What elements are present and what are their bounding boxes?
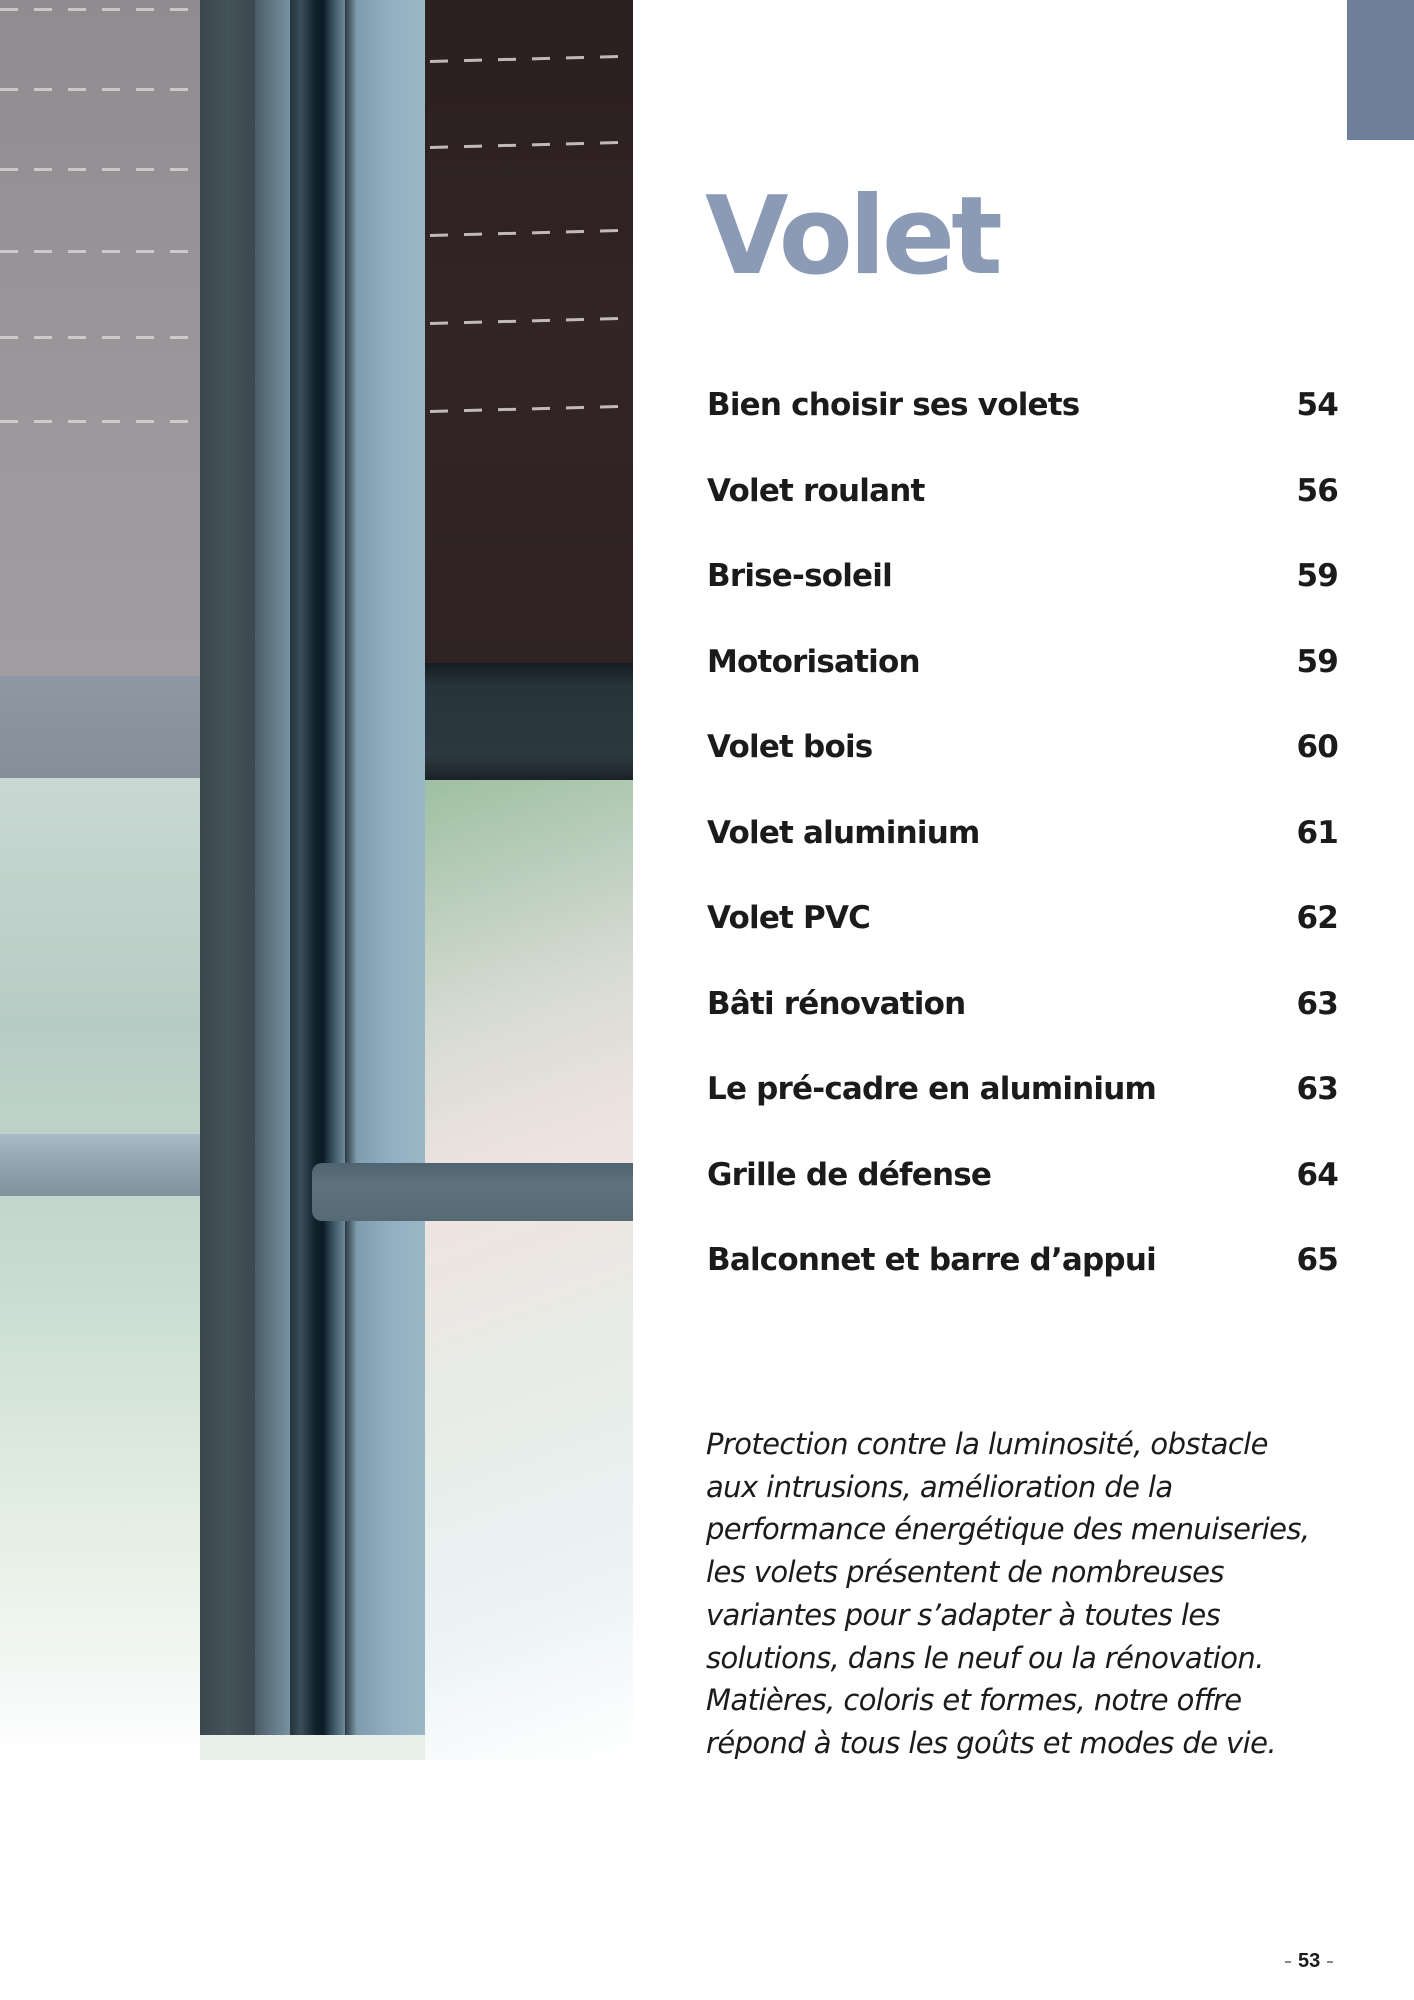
intro-line: variantes pour s’adapter à toutes les	[706, 1597, 1221, 1632]
toc-item-page: 63	[1296, 985, 1338, 1022]
shutter-slat	[0, 8, 195, 11]
intro-line: solutions, dans le neuf ou la rénovation.	[706, 1640, 1264, 1675]
brown-shutter	[425, 0, 633, 663]
toc-item-page: 61	[1296, 814, 1338, 851]
window-glass-left	[0, 778, 200, 1760]
shutter-bottom-bar	[0, 676, 200, 778]
window-frame-post	[255, 0, 290, 1735]
shutter-slat	[0, 420, 195, 423]
shutter-slat	[0, 168, 195, 171]
toc-item[interactable]	[707, 986, 1340, 1072]
toc-item[interactable]	[707, 473, 1340, 559]
page-title: Volet	[705, 174, 999, 299]
shutter-slat	[0, 88, 195, 91]
intro-line: Protection contre la luminosité, obstacle	[706, 1427, 1268, 1461]
toc-item-label: Brise-soleil	[707, 558, 892, 594]
shutter-bottom-bar	[425, 663, 633, 780]
intro-line: performance énergétique des menuiseries,	[706, 1512, 1310, 1547]
toc-item-page: 62	[1296, 900, 1338, 936]
toc-item[interactable]	[707, 1157, 1340, 1243]
toc-item-page: 56	[1296, 472, 1338, 509]
window-frame-post	[345, 0, 425, 1735]
toc-item[interactable]	[707, 558, 1340, 644]
toc-item-label: Bâti rénovation	[707, 985, 966, 1022]
toc-item-label: Volet bois	[707, 729, 873, 765]
toc-item-label: Bien choisir ses volets	[707, 387, 1080, 423]
intro-line: aux intrusions, amélioration de la	[706, 1469, 1173, 1504]
toc-item[interactable]	[707, 1242, 1340, 1328]
toc-item-label: Grille de défense	[707, 1156, 992, 1193]
window-frame-seal	[290, 0, 345, 1735]
page-number	[1285, 1950, 1333, 1973]
toc-item-label: Motorisation	[707, 643, 920, 680]
toc-item[interactable]	[707, 644, 1340, 730]
toc-item[interactable]	[707, 815, 1340, 901]
guard-rail-right	[312, 1163, 633, 1221]
toc-item-label: Balconnet et barre d’appui	[707, 1242, 1156, 1278]
toc-item-label: Volet PVC	[707, 900, 871, 936]
shutter-slat	[0, 336, 195, 339]
toc-item-page: 60	[1296, 729, 1338, 765]
toc-item-page: 65	[1296, 1242, 1338, 1278]
toc-item-label: Volet aluminium	[707, 814, 980, 851]
table-of-contents	[707, 387, 1340, 1328]
shutter-slat	[0, 250, 195, 253]
toc-item-label: Le pré-cadre en aluminium	[707, 1071, 1157, 1107]
toc-item-page: 64	[1296, 1156, 1338, 1193]
intro-paragraph	[706, 1423, 1356, 1765]
hero-photo	[0, 0, 633, 1760]
window-frame-post	[200, 0, 255, 1735]
intro-line: répond à tous les goûts et modes de vie.	[706, 1725, 1276, 1760]
toc-item-label: Volet roulant	[707, 472, 925, 509]
window-glass-right	[425, 780, 633, 1760]
intro-line: Matières, coloris et formes, notre offre	[706, 1683, 1242, 1718]
dash-decoration	[1327, 1961, 1333, 1963]
guard-rail-left	[0, 1134, 200, 1196]
toc-item-page: 59	[1296, 643, 1338, 680]
toc-item[interactable]	[707, 1071, 1340, 1157]
toc-item[interactable]	[707, 900, 1340, 986]
toc-item[interactable]	[707, 729, 1340, 815]
intro-line: les volets présentent de nombreuses	[706, 1555, 1224, 1590]
toc-item-page: 54	[1296, 387, 1338, 423]
toc-item-page: 59	[1296, 558, 1338, 594]
page-number-value: 53	[1298, 1950, 1321, 1972]
dash-decoration	[1285, 1961, 1291, 1963]
section-color-tab	[1347, 0, 1414, 140]
toc-item-page: 63	[1296, 1071, 1338, 1107]
toc-item[interactable]	[707, 387, 1340, 473]
